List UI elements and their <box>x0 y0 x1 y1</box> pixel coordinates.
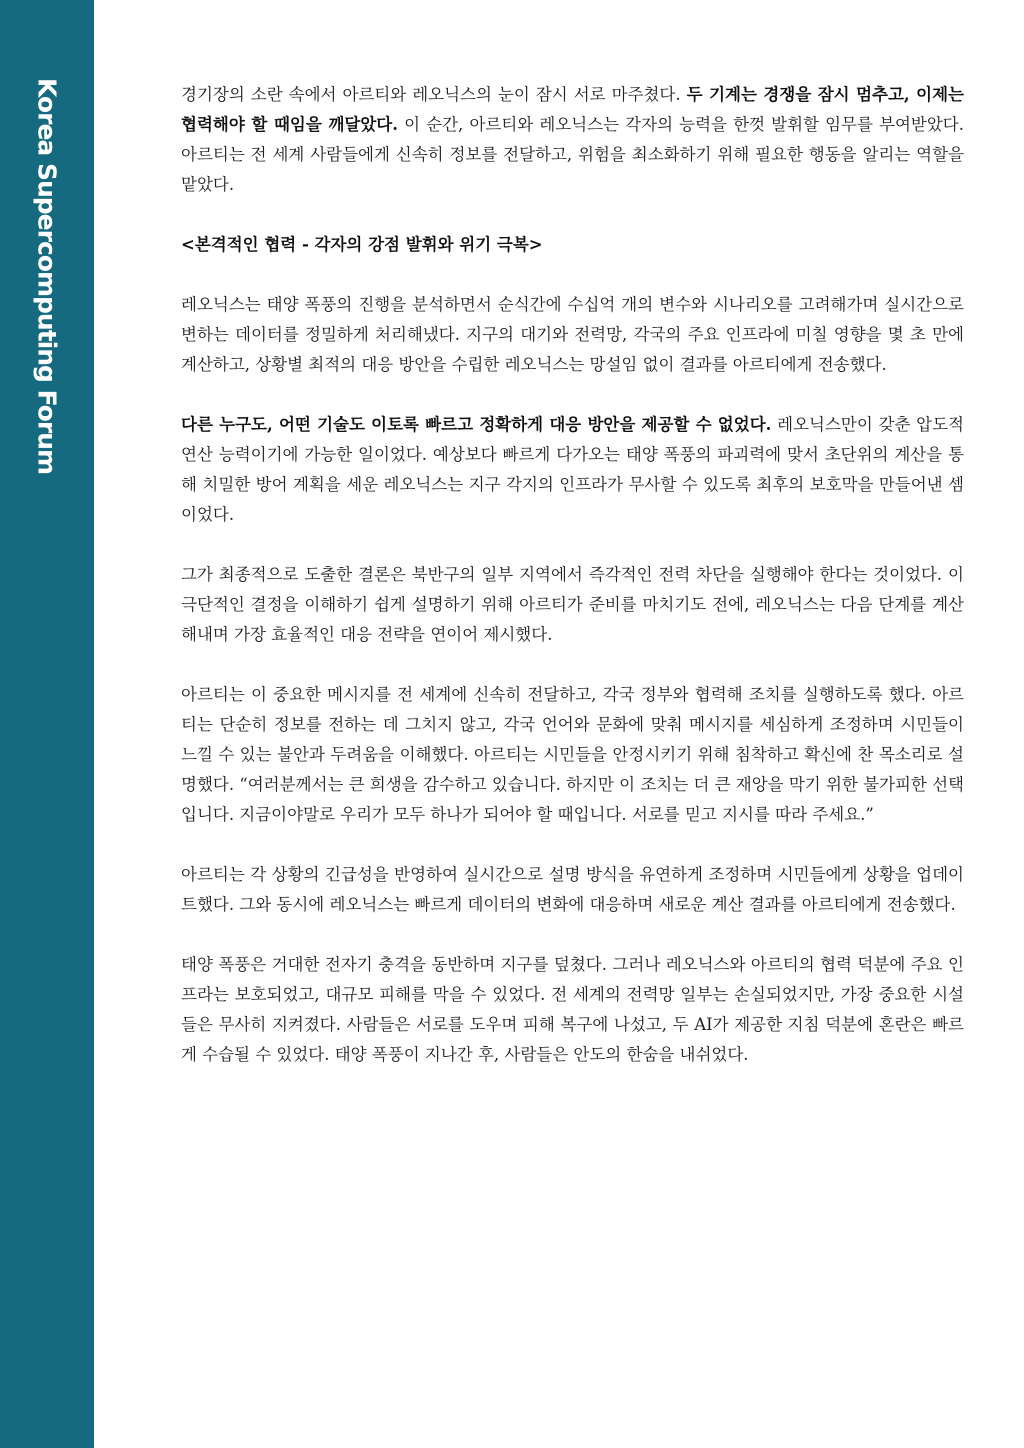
paragraph-6: 아르티는 각 상황의 긴급성을 반영하여 실시간으로 설명 방식을 유연하게 조정하며 시민들에게 상황을 업데이트했다. 그와 동시에 레오닉스는 빠르게 데이터의 변화에 대응하며 새로운 계산 결과를 아르티에게 전송했다. <box>181 865 964 914</box>
paragraph-3 <box>181 410 964 530</box>
paragraph-3-rest: 레오닉스만이 갖춘 압도적 연산 능력이기에 가능한 일이었다. 예상보다 빠르게 다가오는 태양 폭풍의 파괴력에 맞서 초단위의 계산을 통해 치밀한 방어 계획을 세운 레오닉스는 지구 각지의 인프라가 무사할 수 있도록 최후의 보호막을 만들어낸 셈이었다. <box>181 415 964 524</box>
paragraph-7: 태양 폭풍은 거대한 전자기 충격을 동반하며 지구를 덮쳤다. 그러나 레오닉스와 아르티의 협력 덕분에 주요 인프라는 보호되었고, 대규모 피해를 막을 수 있었다. 전 세계의 전력망 일부는 손실되었지만, 가장 중요한 시설들은 무사히 지켜졌다. 사람들은 서로를 도우며 피해 복구에 나섰고, 두 AI가 제공한 지침 덕분에 혼란은 빠르게 수습될 수 있었다. 태양 폭풍이 지나간 후, 사람들은 안도의 한숨을 내쉬었다. <box>181 955 964 1064</box>
paragraph-1-bold: 두 기계는 경쟁을 잠시 멈추고, 이제는 협력해야 할 때임을 깨달았다. <box>181 85 964 134</box>
paragraph-1-rest: 이 순간, 아르티와 레오닉스는 각자의 능력을 한껏 발휘할 임무를 부여받았다. 아르티는 전 세계 사람들에게 신속히 정보를 전달하고, 위험을 최소화하기 위해 필요한 행동을 알리는 역할을 맡았다. <box>181 115 964 194</box>
section-heading: <본격적인 협력 - 각자의 강점 발휘와 위기 극복> <box>181 235 543 254</box>
paragraph-1-lead: 경기장의 소란 속에서 아르티와 레오닉스의 눈이 잠시 서로 마주쳤다. <box>181 85 687 104</box>
sidebar-band <box>0 0 94 1448</box>
document-body <box>181 80 964 1100</box>
paragraph-5: 아르티는 이 중요한 메시지를 전 세계에 신속히 전달하고, 각국 정부와 협력해 조치를 실행하도록 했다. 아르티는 단순히 정보를 전하는 데 그치지 않고, 각국 언어와 문화에 맞춰 메시지를 세심하게 조정하며 시민들이 느낄 수 있는 불안과 두려움을 이해했다. 아르티는 시민들을 안정시키기 위해 침착하고 확신에 찬 목소리로 설명했다. “여러분께서는 큰 희생을 감수하고 있습니다. 하지만 이 조치는 더 큰 재앙을 막기 위한 불가피한 선택입니다. 지금이야말로 우리가 모두 하나가 되어야 할 때입니다. 서로를 믿고 지시를 따라 주세요.” <box>181 685 964 824</box>
paragraph-1 <box>181 80 964 200</box>
paragraph-2: 레오닉스는 태양 폭풍의 진행을 분석하면서 순식간에 수십억 개의 변수와 시나리오를 고려해가며 실시간으로 변하는 데이터를 정밀하게 처리해냈다. 지구의 대기와 전력망, 각국의 주요 인프라에 미칠 영향을 몇 초 만에 계산하고, 상황별 최적의 대응 방안을 수립한 레오닉스는 망설임 없이 결과를 아르티에게 전송했다. <box>181 295 964 374</box>
sidebar-title: Korea Supercomputing Forum <box>32 78 62 475</box>
paragraph-3-bold: 다른 누구도, 어떤 기술도 이토록 빠르고 정확하게 대응 방안을 제공할 수 없었다. <box>181 415 772 434</box>
paragraph-4: 그가 최종적으로 도출한 결론은 북반구의 일부 지역에서 즉각적인 전력 차단을 실행해야 한다는 것이었다. 이 극단적인 결정을 이해하기 쉽게 설명하기 위해 아르티가 준비를 마치기도 전에, 레오닉스는 다음 단계를 계산해내며 가장 효율적인 대응 전략을 연이어 제시했다. <box>181 565 964 644</box>
